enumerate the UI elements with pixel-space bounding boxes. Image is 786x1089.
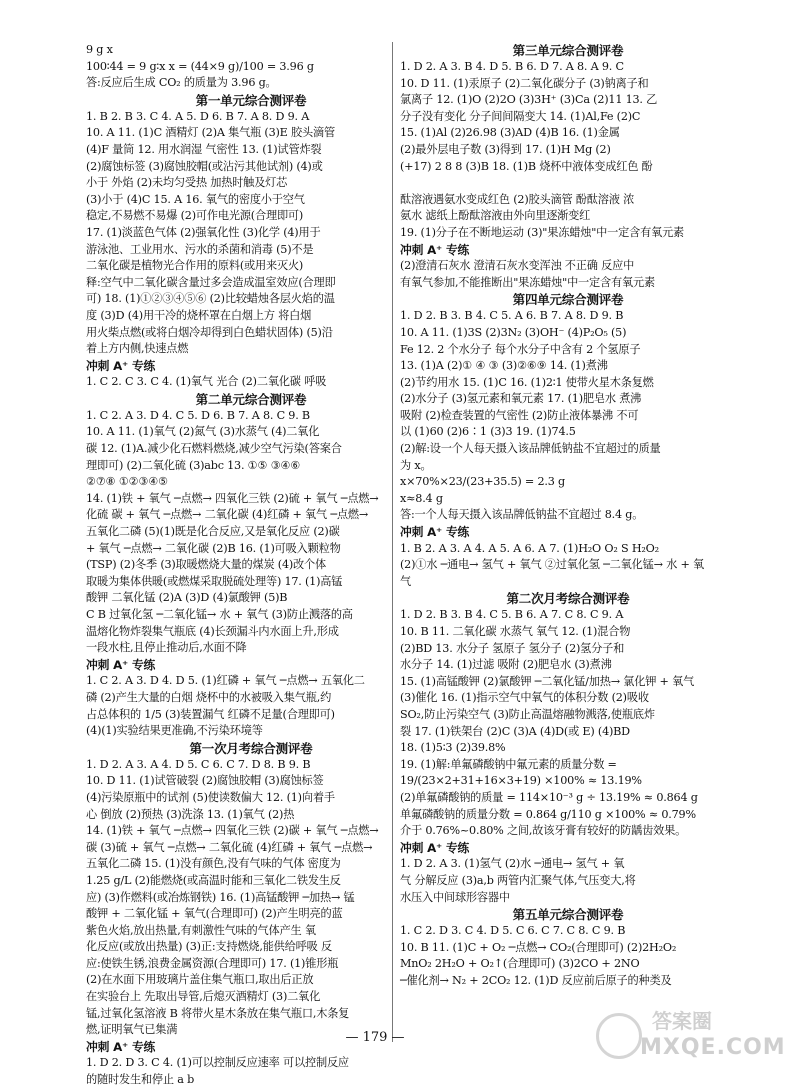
section-heading: 第五单元综合测评卷 [512, 907, 624, 923]
answer-line: 10. B 11. 二氧化碳 水蒸气 氧气 12. (1)混合物 [400, 625, 631, 638]
answer-line: 理即可) (2)二氧化硫 (3)abc 13. ①⑤ ③④⑥ [86, 458, 301, 472]
answer-line: ─催化剂→ N₂ + 2CO₂ 12. (1)D 反应前后原子的种类及 [400, 973, 672, 987]
answer-line: (4)污染原瓶中的试剂 (5)使读数偏大 12. (1)向着手 [86, 790, 335, 804]
answer-line: (2)水分子 (3)氢元素和氧元素 17. (1)肥皂水 煮沸 [400, 392, 642, 406]
answer-line: 13. (1)A (2)① ④ ③ (3)②⑥⑨ 14. (1)煮沸 [400, 359, 608, 373]
answer-line: 1. D 2. A 3. A 4. D 5. C 6. C 7. D 8. B 9. B [86, 757, 311, 771]
answer-line: (TSP) (2)冬季 (3)取暖燃烧大量的煤炭 (4)改个体 [86, 558, 327, 572]
answer-line: 14. (1)铁 + 氧气 ─点燃→ 四氧化三铁 (2)碳 + 氧气 ─点燃→ [86, 824, 379, 838]
answer-line: Fe 12. 2 个水分子 每个水分子中含有 2 个氢原子 [400, 342, 641, 356]
answer-line: 氨水 滤纸上酚酞溶液由外向里逐渐变红 [400, 209, 591, 223]
answer-line: 温熔化物炸裂集气瓶底 (4)长颈漏斗内水面上升,形成 [86, 624, 339, 638]
watermark-url: MXQE.COM [640, 1035, 786, 1060]
answer-line: 答:反应后生成 CO₂ 的质量为 3.96 g。 [86, 76, 277, 90]
watermark-text: 答案圈 [652, 1009, 712, 1033]
section-heading: 第四单元综合测评卷 [512, 292, 624, 308]
answer-line: (2)腐蚀标签 (3)腐蚀胶帽(或沾污其他试剂) (4)或 [86, 159, 323, 173]
answer-line: 酸钾 + 二氧化锰 + 氧气(合理即可) (2)产生明亮的蓝 [86, 907, 343, 921]
answer-line: 1. D 2. A 3. (1)氢气 (2)水 ─通电→ 氢气 + 氧 [400, 857, 625, 871]
right-column [400, 42, 736, 989]
section-heading: 第三单元综合测评卷 [512, 43, 624, 58]
answer-line: (2)澄清石灰水 澄清石灰水变浑浊 不正确 反应中 [400, 259, 635, 273]
answer-line: 水压入中间球形容器中 [400, 890, 510, 904]
answer-line: 14. (1)铁 + 氧气 ─点燃→ 四氧化三铁 (2)硫 + 氧气 ─点燃→ [86, 491, 379, 505]
answer-line: 答:一个人每天摄入该品牌低钠盐不宜超过 8.4 g。 [400, 508, 644, 522]
answer-line: 1. D 2. B 3. B 4. C 5. A 6. B 7. A 8. D 9. B [400, 309, 624, 323]
answer-line: 1. C 2. A 3. D 4. D 5. (1)红磷 + 氧气 ─点燃→ 五氧化二 [86, 674, 365, 688]
answer-line: 一段水柱,且停止推动后,水面不降 [86, 641, 247, 655]
answer-line: (2)BD 13. 水分子 氢原子 氢分子 (2)氢分子和 [400, 641, 625, 655]
answer-line: (2)节约用水 15. (1)C 16. (1)2∶1 使带火星木条复燃 [400, 375, 654, 389]
answer-line: 度 (3)D (4)用干冷的烧杯罩在白烟上方 将白烟 [86, 308, 312, 322]
section-heading: 第二单元综合测评卷 [195, 391, 307, 407]
answer-line: 10. D 11. (1)试管破裂 (2)腐蚀胶帽 (3)腐蚀标签 [86, 774, 324, 788]
answer-line: (4)F 量筒 12. 用水润湿 气密性 13. (1)试管炸裂 [86, 142, 322, 156]
answer-line: 释:空气中二氧化碳含量过多会造成温室效应(合理即 [86, 275, 336, 289]
answer-line: 锰,过氧化氢溶液 B 将带火星木条放在集气瓶口,木条复 [86, 1006, 350, 1020]
answer-line: 着上方内侧,快速点燃 [86, 342, 189, 356]
answer-line: 1. B 2. A 3. A 4. A 5. A 6. A 7. (1)H₂O O₂ S H₂O₂ [400, 541, 659, 555]
answer-line: 在实验台上 先取出导管,后熄灭酒精灯 (3)二氧化 [86, 990, 321, 1004]
section-heading: 第一次月考综合测评卷 [189, 740, 313, 756]
answer-line: 紫色火焰,放出热量,有刺激性气味的气体产生 氧 [86, 923, 316, 937]
answer-line: 19. (1)解:单氟磷酸钠中氟元素的质量分数 = [400, 757, 617, 771]
answer-line: 用火柴点燃(或将白烟冷却得到白色蜡状固体) (5)沿 [86, 325, 333, 339]
answer-line: 应) (3)作燃料(或冶炼钢铁) 16. (1)高锰酸钾 ─加热→ 锰 [86, 890, 355, 904]
answer-line: 稳定,不易燃不易爆 (2)可作电光源(合理即可) [86, 209, 304, 223]
answer-line: ②⑦⑧ ①②③④⑤ [86, 475, 168, 489]
answer-line: 裂 17. (1)铁架台 (2)C (3)A (4)D(或 E) (4)BD [400, 724, 630, 738]
answer-line: 以 (1)60 (2)6∶1 (3)3 19. (1)74.5 [400, 425, 576, 439]
answer-line: 应:使铁生锈,浪费金属资源(合理即可) 17. (1)锥形瓶 [86, 956, 339, 970]
column-divider [392, 42, 393, 1042]
answer-line: (+17) 2 8 8 (3)B 18. (1)B 烧杯中液体变成红色 酚 [400, 159, 653, 173]
answer-line: 可) 18. (1)①②③④⑤⑥ (2)比较蜡烛各层火焰的温 [86, 292, 335, 306]
answer-line: 磷 (2)产生大量的白烟 烧杯中的水被吸入集气瓶,约 [86, 690, 332, 704]
answer-line: 有氧气参加,不能推断出"果冻蜡烛"中一定含有氧元素 [400, 275, 655, 289]
answer-line: (4)(1)实验结果更准确,不污染环境等 [86, 724, 263, 738]
answer-line: (2)解:设一个人每天摄入该品牌低钠盐不宜超过的质量 [400, 442, 661, 456]
answer-line: x≈8.4 g [400, 491, 443, 505]
answer-line: 10. A 11. (1)氧气 (2)氮气 (3)水蒸气 (4)二氧化 [86, 425, 320, 439]
answer-line: 15. (1)高锰酸钾 (2)氯酸钾 ─二氧化锰/加热→ 氯化钾 + 氧气 [400, 674, 695, 688]
answer-line: 气 [400, 574, 411, 588]
answer-line: 占总体积的 1/5 (3)装置漏气 红磷不足量(合理即可) [86, 707, 335, 721]
answer-line: MnO₂ 2H₂O + O₂↑(合理即可) (3)2CO + 2NO [400, 957, 640, 971]
answer-line: 1.25 g/L (2)能燃烧(或高温时能和三氧化二铁发生反 [86, 873, 341, 887]
answer-line: 介于 0.76%~0.80% 之间,故该牙膏有较好的防龋齿效果。 [400, 824, 687, 838]
answer-line: 碳 12. (1)A.减少化石燃料燃烧,减少空气污染(答案合 [86, 442, 342, 456]
answer-line: 心 倒放 (2)预热 (3)洗涤 13. (1)氧气 (2)热 [86, 807, 295, 821]
answer-line: + 氧气 ─点燃→ 二氧化碳 (2)B 16. (1)可吸入颗粒物 [86, 541, 341, 555]
answer-line: 酸钾 二氧化锰 (2)A (3)D (4)氯酸钾 (5)B [86, 591, 288, 605]
answer-line: 分子没有变化 分子间间隔变大 14. (1)Al,Fe (2)C [400, 109, 641, 123]
answer-line: 100∶44 = 9 g∶x x = (44×9 g)/100 = 3.96 g [86, 59, 314, 73]
answer-line: 水分子 14. (1)过滤 吸附 (2)肥皂水 (3)煮沸 [400, 658, 612, 672]
answer-line: 9 g x [86, 43, 113, 56]
answer-line: 19/(23×2+31+16×3+19) ×100% ≈ 13.19% [400, 774, 642, 788]
answer-line: (2)单氟磷酸钠的质量 = 114×10⁻³ g ÷ 13.19% ≈ 0.864 g [400, 790, 698, 804]
answer-line: 1. C 2. A 3. D 4. C 5. D 6. B 7. A 8. C 9. B [86, 408, 310, 422]
answer-line: 为 x。 [400, 458, 432, 472]
answer-line: C B 过氧化氢 ─二氧化锰→ 水 + 氧气 (3)防止溅落的高 [86, 608, 353, 621]
subsection-heading: 冲刺 A⁺ 专练 [400, 840, 470, 855]
answer-line: 燃,证明氧气已集满 [86, 1023, 178, 1037]
answer-line: 1. B 2. B 3. C 4. A 5. D 6. B 7. A 8. D 9. A [86, 109, 310, 123]
answer-line: 取暖为集体供暖(或燃煤采取脱硫处理等) 17. (1)高锰 [86, 574, 343, 588]
answer-line: 单氟磷酸钠的质量分数 = 0.864 g/110 g ×100% ≈ 0.79% [400, 807, 696, 821]
answer-line: 二氧化碳是植物光合作用的原料(或用来灭火) [86, 259, 304, 273]
answer-line: 的随时发生和停止 a b [86, 1073, 195, 1087]
answer-line: 碳 (3)硫 + 氧气 ─点燃→ 二氧化硫 (4)红磷 + 氧气 ─点燃→ [86, 840, 373, 854]
answer-line: (2)①水 ─通电→ 氢气 + 氧气 ②过氧化氢 ─二氧化锰→ 水 + 氧 [400, 558, 704, 572]
answer-line: 18. (1)5∶3 (2)39.8% [400, 741, 506, 755]
answer-line: 五氧化二磷 15. (1)没有颜色,没有气味的气体 密度为 [86, 857, 341, 871]
answer-line: x×70%×23/(23+35.5) = 2.3 g [400, 475, 565, 489]
answer-line: 小于 外焰 (2)未均匀受热 加热时触及灯芯 [86, 176, 288, 190]
answer-line: (2)在水面下用玻璃片盖住集气瓶口,取出后正放 [86, 973, 314, 987]
answer-line: 化反应(或放出热量) (3)正:支持燃烧,能供给呼吸 反 [86, 940, 332, 954]
subsection-heading: 冲刺 A⁺ 专练 [400, 525, 470, 540]
answer-line: 1. D 2. B 3. B 4. C 5. B 6. A 7. C 8. C 9. A [400, 608, 624, 622]
answer-line: 17. (1)淡蓝色气体 (2)强氧化性 (3)化学 (4)用于 [86, 225, 321, 239]
answer-line: 化硫 碳 + 氧气 ─点燃→ 二氧化碳 (4)红磷 + 氧气 ─点燃→ [86, 508, 369, 522]
answer-line: 10. A 11. (1)C 酒精灯 (2)A 集气瓶 (3)E 胶头滴管 [86, 126, 335, 140]
answer-line: (2)最外层电子数 (3)得到 17. (1)H Mg (2) [400, 142, 611, 156]
answer-line: 气 分解反应 (3)a,b 两管内汇聚气体,气压变大,将 [400, 873, 636, 887]
subsection-heading: 冲刺 A⁺ 专练 [400, 242, 470, 257]
answer-line: SO₂,防止污染空气 (3)防止高温熔融物溅落,使瓶底炸 [400, 707, 655, 721]
answer-line: 吸附 (2)检查装置的气密性 (2)防止液体暴沸 不可 [400, 408, 639, 422]
answer-line: 1. D 2. D 3. C 4. (1)可以控制反应速率 可以控制反应 [86, 1056, 349, 1070]
answer-line: 酞溶液遇氨水变成红色 (2)胶头滴管 酚酞溶液 浓 [400, 192, 635, 206]
answer-line: 1. C 2. D 3. C 4. D 5. C 6. C 7. C 8. C 9. B [400, 924, 626, 938]
answer-line: (3)小于 (4)C 15. A 16. 氧气的密度小于空气 [86, 192, 305, 206]
answer-line: 10. B 11. (1)C + O₂ ─点燃→ CO₂(合理即可) (2)2H₂O₂ [400, 940, 677, 954]
subsection-heading: 冲刺 A⁺ 专练 [86, 358, 156, 373]
answer-line: 15. (1)Al (2)26.98 (3)AD (4)B 16. (1)金属 [400, 126, 620, 140]
answer-line: 1. C 2. C 3. C 4. (1)氧气 光合 (2)二氧化碳 呼吸 [86, 375, 327, 389]
section-heading: 第二次月考综合测评卷 [506, 591, 630, 607]
answer-line: 10. A 11. (1)3S (2)3N₂ (3)OH⁻ (4)P₂O₅ (5) [400, 325, 627, 339]
subsection-heading: 冲刺 A⁺ 专练 [86, 657, 156, 672]
answer-line: 五氧化二磷 (5)(1)既是化合反应,又是氧化反应 (2)碳 [86, 525, 340, 539]
answer-line: 氯离子 12. (1)O (2)2O (3)3H⁺ (3)Ca (2)11 13. 乙 [400, 93, 658, 107]
answer-line [400, 175, 736, 192]
answer-line: 10. D 11. (1)汞原子 (2)二氧化碳分子 (3)钠离子和 [400, 76, 649, 90]
subsection-heading: 冲刺 A⁺ 专练 [86, 1039, 156, 1054]
answer-line: (3)催化 16. (1)指示空气中氧气的体积分数 (2)吸收 [400, 691, 649, 705]
page-number: — 179 — [345, 1030, 405, 1045]
answer-line: 游泳池、工业用水、污水的杀菌和消毒 (5)不是 [86, 242, 314, 256]
answer-line: 19. (1)分子在不断地运动 (3)"果冻蜡烛"中一定含有氧元素 [400, 225, 685, 239]
left-column [86, 42, 416, 1089]
answer-line: 1. D 2. A 3. B 4. D 5. B 6. D 7. A 8. A 9. C [400, 60, 624, 73]
section-heading: 第一单元综合测评卷 [195, 92, 307, 108]
watermark-circle-icon [596, 1013, 642, 1059]
watermark-logo [592, 1005, 786, 1067]
